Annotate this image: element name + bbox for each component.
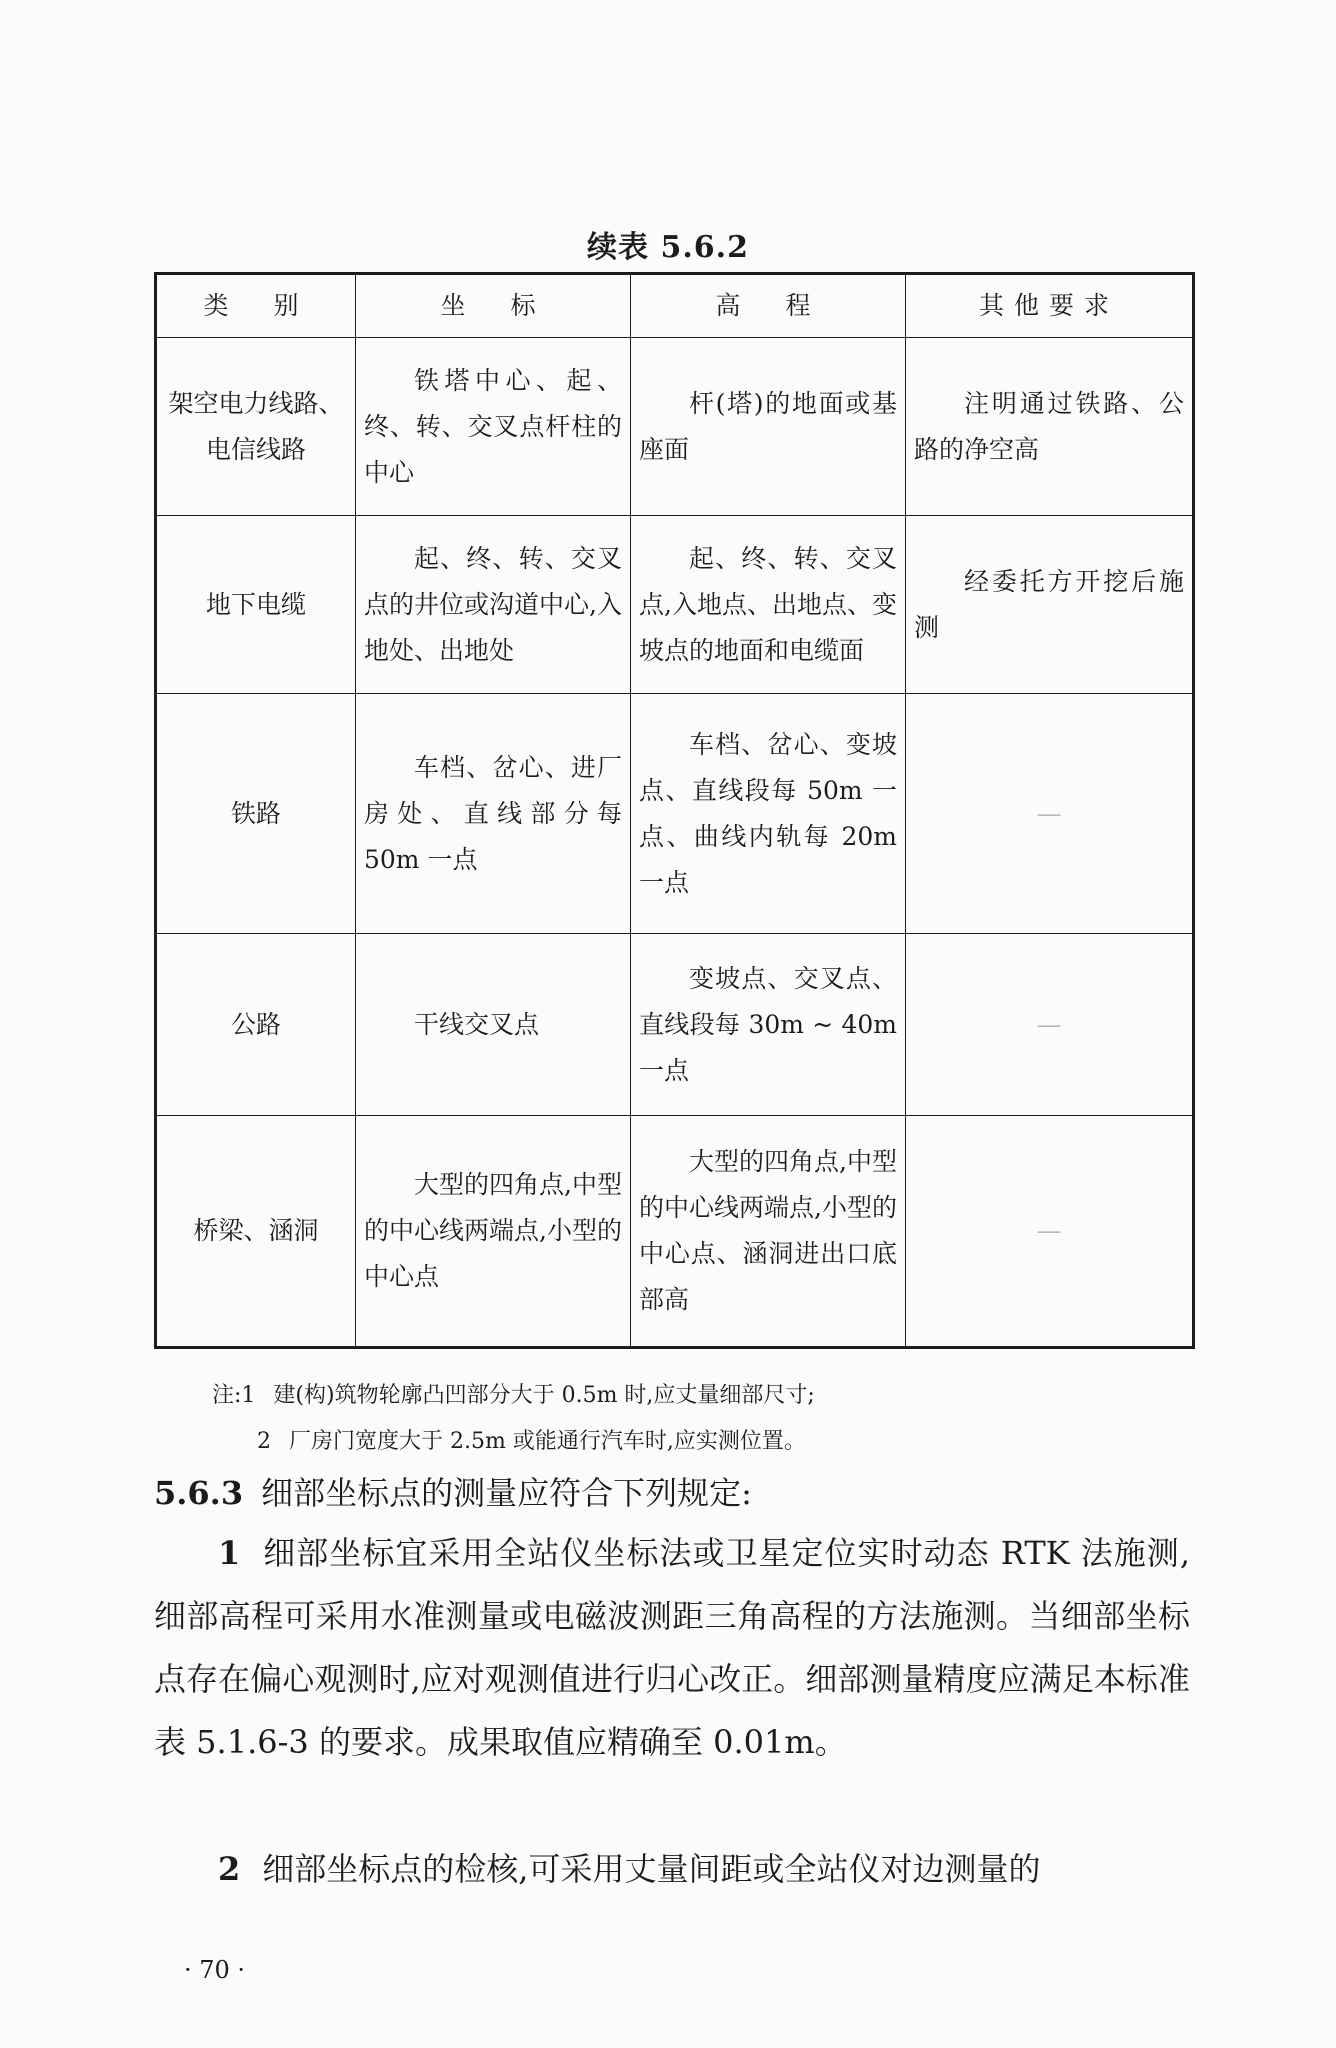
header-coordinate: 坐 标: [356, 274, 631, 338]
cell-coordinate: 大型的四角点,中型的中心线两端点,小型的中心点: [356, 1116, 631, 1348]
paragraph-text: 细部坐标点的检核,可采用丈量间距或全站仪对边测量的: [262, 1850, 1041, 1888]
cell-category: 铁路: [156, 694, 356, 934]
table-row: [156, 694, 1194, 934]
note-number: 2: [257, 1429, 271, 1454]
cell-category: 架空电力线路、电信线路: [156, 338, 356, 516]
cell-elevation: 车档、岔心、变坡点、直线段每 50m 一点、曲线内轨每 20m 一点: [631, 694, 906, 934]
note-text: 建(构)筑物轮廓凸凹部分大于 0.5m 时,应丈量细部尺寸;: [273, 1383, 815, 1408]
cell-other: 注明通过铁路、公路的净空高: [906, 338, 1194, 516]
cell-other: —: [906, 694, 1194, 934]
paragraph-text: 细部坐标宜采用全站仪坐标法或卫星定位实时动态 RTK 法施测,细部高程可采用水准测量或电磁波测距三角高程的方法施测。当细部坐标点存在偏心观测时,应对观测值进行归心改正。细部测量精度应满足本标准表 5.1.6-3 的要求。成果取值应精确至 0.01m。: [154, 1534, 1190, 1761]
section-title: 细部坐标点的测量应符合下列规定:: [261, 1474, 752, 1512]
page-number: · 70 ·: [184, 1956, 246, 1984]
cell-elevation: 杆(塔)的地面或基座面: [631, 338, 906, 516]
table-caption: 续表 5.6.2: [587, 230, 749, 265]
table-row: [156, 934, 1194, 1116]
cell-elevation: 大型的四角点,中型的中心线两端点,小型的中心点、涵洞进出口底部高: [631, 1116, 906, 1348]
cell-other: 经委托方开挖后施测: [906, 516, 1194, 694]
paragraph-2: [154, 1838, 1190, 1901]
paragraph-1: [154, 1522, 1190, 1774]
table-note-2: [257, 1424, 806, 1455]
spec-table: [154, 272, 1195, 1349]
table-header-row: [156, 274, 1194, 338]
paragraph-number: 2: [218, 1850, 241, 1888]
cell-other: —: [906, 934, 1194, 1116]
note-number: 1: [241, 1383, 256, 1408]
cell-category: 地下电缆: [156, 516, 356, 694]
cell-coordinate: 干线交叉点: [356, 934, 631, 1116]
cell-elevation: 变坡点、交叉点、直线段每 30m ~ 40m 一点: [631, 934, 906, 1116]
cell-elevation: 起、终、转、交叉点,入地点、出地点、变坡点的地面和电缆面: [631, 516, 906, 694]
cell-coordinate: 起、终、转、交叉点的井位或沟道中心,入地处、出地处: [356, 516, 631, 694]
cell-category: 桥梁、涵洞: [156, 1116, 356, 1348]
table-row: [156, 338, 1194, 516]
cell-coordinate: 车档、岔心、进厂房处、直线部分每 50m 一点: [356, 694, 631, 934]
header-other-requirements: 其他要求: [906, 274, 1194, 338]
header-category: 类 别: [156, 274, 356, 338]
table-note-1: [212, 1378, 815, 1409]
note-label: 注:: [212, 1383, 242, 1408]
section-heading: [154, 1468, 752, 1518]
table-row: [156, 1116, 1194, 1348]
paragraph-number: 1: [218, 1534, 241, 1572]
cell-other: —: [906, 1116, 1194, 1348]
cell-coordinate: 铁塔中心、起、终、转、交叉点杆柱的中心: [356, 338, 631, 516]
note-text: 厂房门宽度大于 2.5m 或能通行汽车时,应实测位置。: [289, 1429, 806, 1454]
header-elevation: 高 程: [631, 274, 906, 338]
cell-category: 公路: [156, 934, 356, 1116]
section-number: 5.6.3: [154, 1474, 244, 1512]
table-row: [156, 516, 1194, 694]
